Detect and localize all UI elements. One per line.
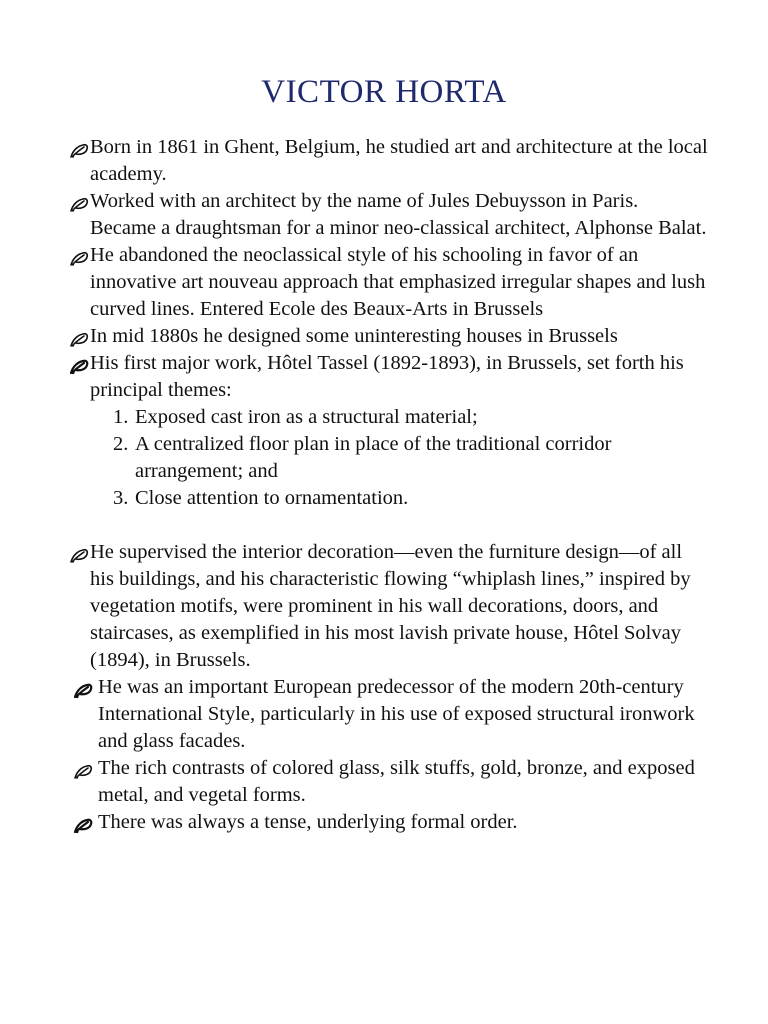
ornamental-leaf-icon bbox=[74, 809, 94, 836]
bullet-text: There was always a tense, underlying formal order. bbox=[98, 811, 518, 833]
ornamental-leaf-icon bbox=[70, 539, 90, 566]
list-item bbox=[72, 674, 708, 755]
list-item bbox=[72, 755, 708, 809]
ornamental-leaf-icon bbox=[70, 350, 90, 377]
ornamental-leaf-icon bbox=[70, 323, 90, 350]
spacer bbox=[68, 512, 708, 539]
list-item bbox=[68, 188, 708, 242]
bullet-text: He abandoned the neoclassical style of his schooling in favor of an innovative art nouveau approach that emphasized irregular shapes and lush curved lines. Entered Ecole des Beaux-Arts in Brussels bbox=[90, 244, 706, 320]
list-item bbox=[68, 242, 708, 323]
ornamental-leaf-icon bbox=[74, 674, 94, 701]
page-title: VICTOR HORTA bbox=[261, 74, 507, 110]
list-item bbox=[68, 134, 708, 188]
bullet-text: He was an important European predecessor of the modern 20th-century International Style, particularly in his use of exposed structural ironwork and glass facades. bbox=[98, 676, 695, 752]
themes-list bbox=[90, 404, 708, 512]
theme-item bbox=[113, 431, 708, 485]
list-item bbox=[68, 323, 708, 350]
bullet-text: In mid 1880s he designed some uninteresting houses in Brussels bbox=[90, 325, 618, 347]
theme-number: 2. bbox=[113, 433, 129, 455]
bullet-text: His first major work, Hôtel Tassel (1892-1893), in Brussels, set forth his principal themes: bbox=[90, 352, 684, 401]
list-item bbox=[68, 350, 708, 512]
bullet-text: The rich contrasts of colored glass, silk stuffs, gold, bronze, and exposed metal, and vegetal forms. bbox=[98, 757, 695, 806]
theme-item bbox=[113, 485, 708, 512]
list-item bbox=[68, 539, 708, 674]
theme-item bbox=[113, 404, 708, 431]
theme-number: 1. bbox=[113, 406, 129, 428]
ornamental-leaf-icon bbox=[70, 242, 90, 269]
theme-text: Exposed cast iron as a structural material; bbox=[135, 406, 478, 428]
theme-text: Close attention to ornamentation. bbox=[135, 487, 409, 509]
bullet-text: He supervised the interior decoration—even the furniture design—of all his buildings, and his characteristic flowing “whiplash lines,” inspired by vegetation motifs, were prominent in his wall decorations, doors, and staircases, as exemplified in his most lavish private house, Hôtel Solvay (1894), in Brussels. bbox=[90, 541, 691, 671]
list-item bbox=[72, 809, 708, 836]
ornamental-leaf-icon bbox=[74, 755, 94, 782]
bullet-text: Born in 1861 in Ghent, Belgium, he studied art and architecture at the local academy. bbox=[90, 136, 708, 185]
bullet-list bbox=[68, 134, 708, 836]
theme-text: A centralized floor plan in place of the traditional corridor arrangement; and bbox=[135, 433, 612, 482]
ornamental-leaf-icon bbox=[70, 134, 90, 161]
bullet-text: Worked with an architect by the name of Jules Debuysson in Paris. Became a draughtsman for a minor neo-classical architect, Alphonse Balat. bbox=[90, 190, 707, 239]
ornamental-leaf-icon bbox=[70, 188, 90, 215]
theme-number: 3. bbox=[113, 487, 129, 509]
